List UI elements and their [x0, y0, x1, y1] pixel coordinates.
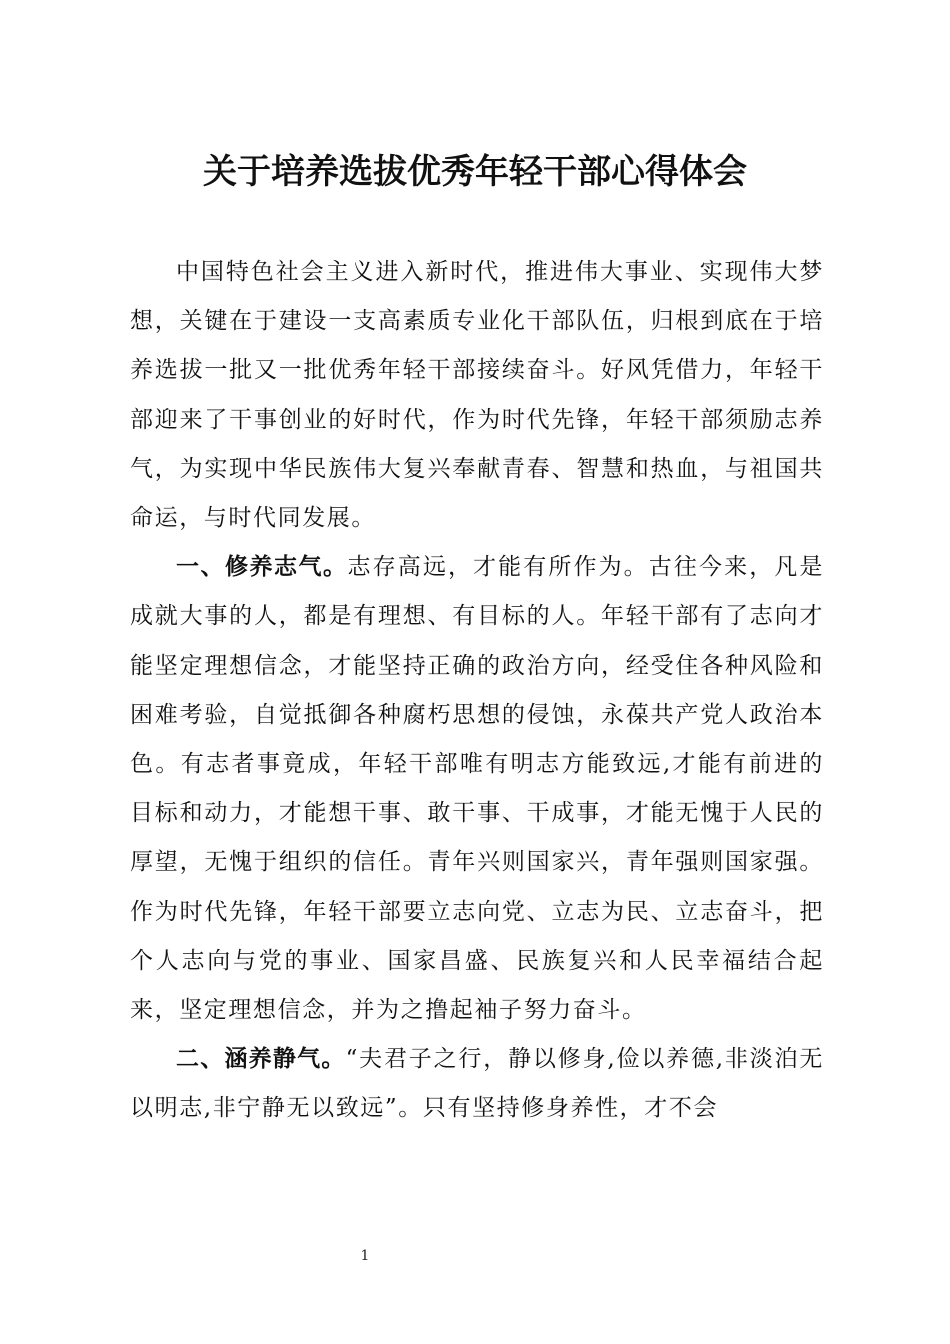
- section-paragraph-2: [130, 1035, 824, 1133]
- section-text-1: 志存高远，才能有所作为。古往今来，凡是成就大事的人，都是有理想、有目标的人。年轻干部有了志向才能坚定理想信念，才能坚持正确的政治方向，经受住各种风险和困难考验，自觉抵御各种腐朽思想的侵蚀，永葆共产党人政治本色。有志者事竟成，年轻干部唯有明志方能致远,才能有前进的目标和动力，才能想干事、敢干事、干成事，才能无愧于人民的厚望，无愧于组织的信任。青年兴则国家兴，青年强则国家强。作为时代先锋，年轻干部要立志向党、立志为民、立志奋斗，把个人志向与党的事业、国家昌盛、民族复兴和人民幸福结合起来，坚定理想信念，并为之撸起袖子努力奋斗。: [130, 554, 824, 1024]
- document-body: [130, 248, 824, 1134]
- intro-paragraph: 中国特色社会主义进入新时代，推进伟大事业、实现伟大梦想，关键在于建设一支高素质专业化干部队伍，归根到底在于培养选拔一批又一批优秀年轻干部接续奋斗。好风凭借力，年轻干部迎来了干事创业的好时代，作为时代先锋，年轻干部须励志养气，为实现中华民族伟大复兴奉献青春、智慧和热血，与祖国共命运，与时代同发展。: [130, 259, 824, 532]
- section-paragraph-1: [130, 543, 824, 1035]
- page-number: 1: [360, 1248, 370, 1264]
- document-title: 关于培养选拔优秀年轻干部心得体会: [203, 152, 747, 192]
- section-heading-2: 二、涵养静气。: [176, 1046, 346, 1073]
- section-heading-1: 一、修养志气。: [176, 554, 348, 581]
- section-text-2: “夫君子之行，静以修身,俭以养德,非淡泊无以明志,非宁静无以致远”。只有坚持修身养性，才不会: [130, 1046, 824, 1122]
